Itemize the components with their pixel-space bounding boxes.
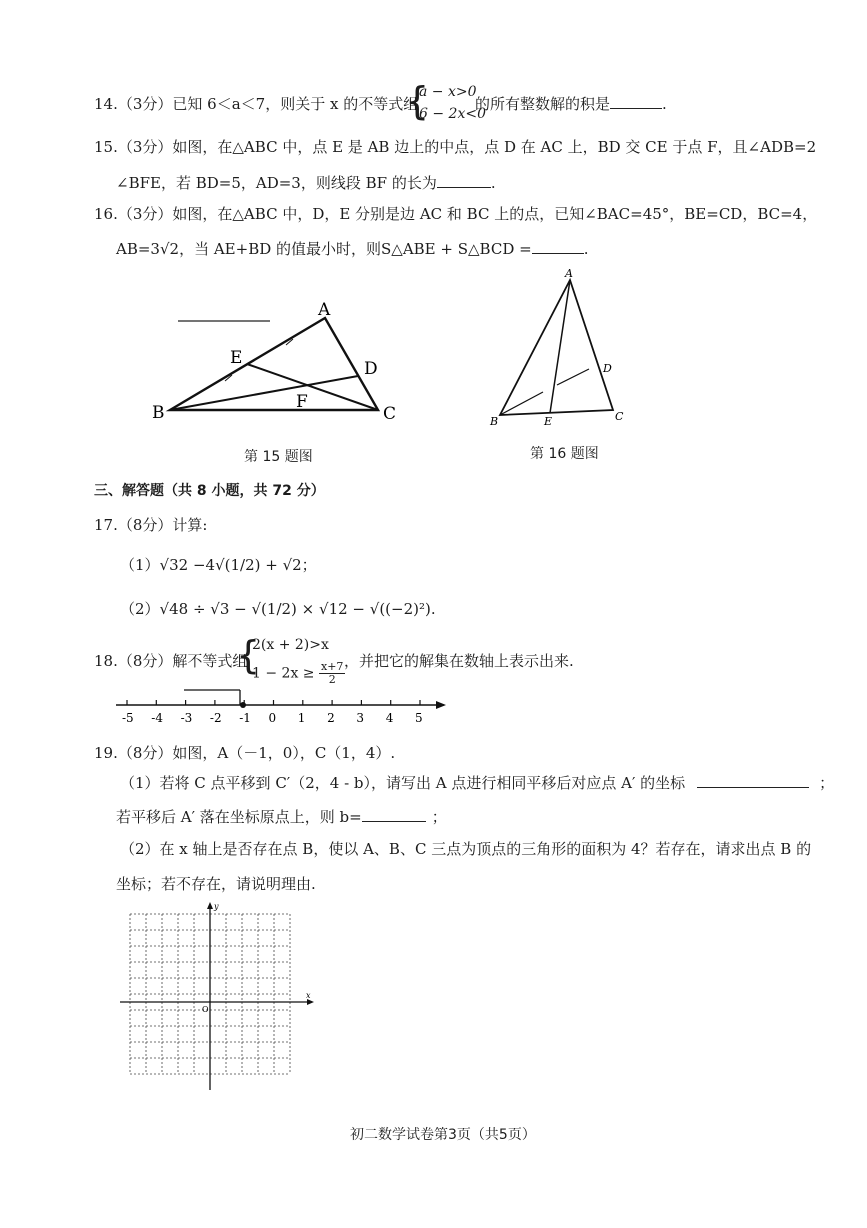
grid-x-label: x xyxy=(306,991,311,1000)
number-line-tick-label: -1 xyxy=(239,711,251,725)
q19-part1b xyxy=(116,806,447,827)
number-line-tick-label: 4 xyxy=(385,711,394,725)
fig16-caption: 第 16 题图 xyxy=(530,446,599,462)
q19-part1b-end: ； xyxy=(431,808,447,826)
q14-answer-blank xyxy=(610,94,662,109)
number-line-tick-label: -2 xyxy=(209,711,222,725)
fig16-label-e: E xyxy=(544,415,553,428)
q19-part1 xyxy=(120,772,834,793)
number-line-tick-label: 1 xyxy=(297,711,306,725)
q15-period: . xyxy=(490,174,496,192)
q14-ineq-1: a − x>0 xyxy=(419,84,477,100)
q15-line2 xyxy=(116,172,496,193)
q19-part2-line2: 坐标；若不存在，请说明理由. xyxy=(116,875,316,893)
fig16-label-b: B xyxy=(490,415,499,428)
q18-ineq-1: 2(x + 2)>x xyxy=(252,637,329,653)
grid-origin-label: O xyxy=(202,1005,209,1014)
number-line-tick-label: 3 xyxy=(356,711,365,725)
fig15-label-e: E xyxy=(230,348,243,368)
q16-answer-blank xyxy=(532,239,584,254)
q15-answer-blank xyxy=(437,173,491,188)
fig15-label-b: B xyxy=(152,403,165,423)
q16-period: . xyxy=(583,240,589,258)
number-line-arrow xyxy=(436,701,446,709)
fig16-label-c: C xyxy=(615,410,624,423)
grid-y-arrow xyxy=(207,902,213,909)
q15-line2-text: ∠BFE，若 BD=5，AD=3，则线段 BF 的长为 xyxy=(116,174,437,192)
number-line xyxy=(112,685,452,727)
fig15-label-a: A xyxy=(318,300,331,320)
q19-answer-blank-2 xyxy=(362,807,426,822)
number-line-tick-label: 2 xyxy=(327,711,335,725)
q17-heading: 17.（8分）计算: xyxy=(94,516,208,534)
q14-ineq-2: 6 − 2x<0 xyxy=(419,106,486,122)
figure-15 xyxy=(140,295,420,435)
number-line-tick-label: -4 xyxy=(151,711,164,725)
q18-fraction xyxy=(319,661,345,686)
page-footer: 初二数学试卷第3页（共5页） xyxy=(350,1127,536,1143)
q19-answer-blank-1 xyxy=(697,773,809,788)
q16-line1: 16.（3分）如图，在△ABC 中，D，E 分别是边 AC 和 BC 上的点，已知∠BAC=45°，BE=CD，BC=4， xyxy=(94,205,818,223)
q16-line2 xyxy=(116,238,588,259)
q19-part2-line1: （2）在 x 轴上是否存在点 B，使以 A、B、C 三点为顶点的三角形的面积为 4？若存在，请求出点 B 的 xyxy=(120,840,812,858)
fig15-label-c: C xyxy=(383,404,397,424)
fig16-label-d: D xyxy=(603,362,612,375)
number-line-tick-label: -5 xyxy=(122,711,134,725)
coordinate-grid xyxy=(118,900,318,1095)
q19-part1b-text: 若平移后 A′ 落在坐标原点上，则 b= xyxy=(116,808,362,826)
fig16-segment-bd-part2 xyxy=(557,369,589,385)
q18-heading: 18.（8分）解不等式组 xyxy=(94,652,248,670)
q19-part1-end: ； xyxy=(819,774,835,792)
fig15-triangle xyxy=(170,318,378,410)
number-line-tick-label: 5 xyxy=(415,711,423,725)
fig15-label-f: F xyxy=(296,392,308,412)
section-3-heading: 三、解答题（共 8 小题，共 72 分） xyxy=(94,483,325,499)
q19-part1-text: （1）若将 C 点平移到 C′（2，4 - b），请写出 A 点进行相同平移后对应点 A′ 的坐标 xyxy=(120,774,686,792)
q14-text: 14.（3分）已知 6＜a＜7，则关于 x 的不等式组 xyxy=(94,95,419,113)
figure-16 xyxy=(485,265,635,435)
fig15-label-d: D xyxy=(364,359,378,379)
fig16-label-a: A xyxy=(565,267,573,280)
number-line-tick-label: -3 xyxy=(180,711,193,725)
q14-brace: { xyxy=(405,79,430,123)
q18-brace: { xyxy=(236,633,261,677)
q14-tail: 的所有整数解的积是 . xyxy=(475,95,667,113)
q18-tail: ，并把它的解集在数轴上表示出来. xyxy=(344,652,574,670)
q18-ineq-2 xyxy=(252,661,345,686)
number-line-point xyxy=(240,702,246,708)
q18-frac-num: x+7 xyxy=(320,660,344,673)
q19-heading: 19.（8分）如图，A（－1，0），C（1，4）. xyxy=(94,744,396,762)
fig15-caption: 第 15 题图 xyxy=(244,449,313,465)
fig15-segment-ce xyxy=(247,364,378,410)
q17-part2: （2）√48 ÷ √3 − √(1/2) × √12 − √((−2)²). xyxy=(120,600,436,618)
q18-ineq-2-left: 1 − 2x ≥ xyxy=(252,665,315,682)
q14-tail-text: 的所有整数解的积是 xyxy=(475,95,611,113)
q17-part1: （1）√32 −4√(1/2) + √2； xyxy=(120,556,317,574)
number-line-tick-label: 0 xyxy=(268,711,277,725)
fig16-triangle xyxy=(500,280,613,415)
q16-line2-text: AB=3√2，当 AE+BD 的值最小时，则S△ABE + S△BCD = xyxy=(116,240,532,258)
q18-frac-den: 2 xyxy=(328,673,336,686)
q15-line1: 15.（3分）如图，在△ABC 中，点 E 是 AB 边上的中点，点 D 在 AC 上，BD 交 CE 于点 F，且∠ADB=2 xyxy=(94,138,817,156)
grid-y-label: y xyxy=(214,902,219,911)
